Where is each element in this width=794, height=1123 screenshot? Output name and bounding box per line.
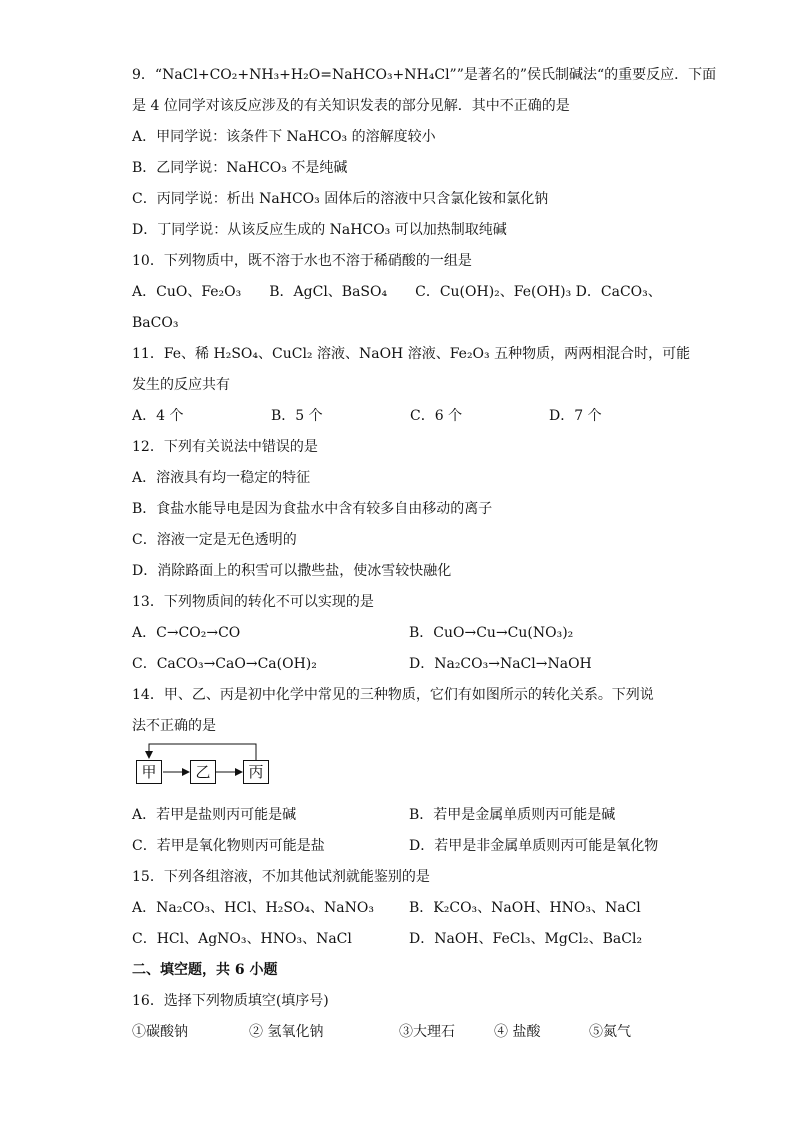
q16-item-4: ④ 盐酸 xyxy=(494,1024,541,1040)
q15-option-b: B．K₂CO₃、NaOH、HNO₃、NaCl xyxy=(409,900,641,916)
q12-option-d: D．消除路面上的积雪可以撒些盐，使冰雪较快融化 xyxy=(132,563,452,579)
q11-stem-line1: 11．Fe、稀 H₂SO₄、CuCl₂ 溶液、NaOH 溶液、Fe₂O₃ 五种物质，两两相混合时，可能 xyxy=(132,346,691,362)
q11-options xyxy=(132,401,698,432)
q9-option-a: A．甲同学说：该条件下 NaHCO₃ 的溶解度较小 xyxy=(132,129,436,145)
q16-item-1: ①碳酸钠 xyxy=(132,1024,188,1040)
q9-stem-line2: 是 4 位同学对该反应涉及的有关知识发表的部分见解．其中不正确的是 xyxy=(132,98,570,114)
q16-stem: 16．选择下列物质填空(填序号) xyxy=(132,993,329,1009)
q13-option-a: A．C→CO₂→CO xyxy=(132,625,241,641)
q14-options-row1 xyxy=(132,800,698,831)
q14-stem-line2: 法不正确的是 xyxy=(132,718,216,734)
section-heading-fill-in: 二、填空题，共 6 小题 xyxy=(132,962,278,978)
q13-option-b: B．CuO→Cu→Cu(NO₃)₂ xyxy=(409,625,574,641)
q10-options: A．CuO、Fe₂O₃ B．AgCl、BaSO₄ C．Cu(OH)₂、Fe(OH)₃ D．CaCO₃、 xyxy=(132,284,662,300)
q11-option-a: A．4 个 xyxy=(132,408,184,424)
q13-stem: 13．下列物质间的转化不可以实现的是 xyxy=(132,594,374,610)
q14-conversion-diagram xyxy=(136,742,698,792)
q14-option-a: A．若甲是盐则丙可能是碱 xyxy=(132,807,297,823)
q9-option-c: C．丙同学说：析出 NaHCO₃ 固体后的溶液中只含氯化铵和氯化钠 xyxy=(132,191,549,207)
diagram-box-yi: 乙 xyxy=(190,760,216,784)
q11-option-b: B．5 个 xyxy=(271,408,323,424)
q13-options-row2 xyxy=(132,649,698,680)
arrow-bing-to-jia xyxy=(149,744,256,760)
q15-option-a: A．Na₂CO₃、HCl、H₂SO₄、NaNO₃ xyxy=(132,900,374,916)
q14-option-b: B．若甲是金属单质则丙可能是碱 xyxy=(409,807,616,823)
q15-options-row2 xyxy=(132,924,698,955)
q9-stem-line1: 9．“NaCl+CO₂+NH₃+H₂O=NaHCO₃+NH₄Cl””是著名的”侯氏制碱法“的重要反应．下面 xyxy=(132,67,717,83)
q14-options-row2 xyxy=(132,831,698,862)
q10-options-continued: BaCO₃ xyxy=(132,315,179,331)
q14-option-d: D．若甲是非金属单质则丙可能是氧化物 xyxy=(409,838,659,854)
q16-item-3: ③大理石 xyxy=(399,1024,455,1040)
q11-option-c: C．6 个 xyxy=(410,408,463,424)
q12-option-a: A．溶液具有均一稳定的特征 xyxy=(132,470,311,486)
q15-option-c: C．HCl、AgNO₃、HNO₃、NaCl xyxy=(132,931,352,947)
q9-option-d: D．丁同学说：从该反应生成的 NaHCO₃ 可以加热制取纯碱 xyxy=(132,222,507,238)
q15-option-d: D．NaOH、FeCl₃、MgCl₂、BaCl₂ xyxy=(409,931,643,947)
q11-option-d: D．7 个 xyxy=(549,408,602,424)
q12-option-c: C．溶液一定是无色透明的 xyxy=(132,532,297,548)
q15-options-row1 xyxy=(132,893,698,924)
diagram-box-jia: 甲 xyxy=(136,760,162,784)
q9-option-b: B．乙同学说：NaHCO₃ 不是纯碱 xyxy=(132,160,348,176)
q13-options-row1 xyxy=(132,618,698,649)
q16-item-5: ⑤氮气 xyxy=(589,1024,631,1040)
diagram-box-bing: 丙 xyxy=(243,760,269,784)
q10-stem: 10．下列物质中，既不溶于水也不溶于稀硝酸的一组是 xyxy=(132,253,472,269)
q12-stem: 12．下列有关说法中错误的是 xyxy=(132,439,318,455)
q14-stem-line1: 14．甲、乙、丙是初中化学中常见的三种物质，它们有如图所示的转化关系。下列说 xyxy=(132,687,654,703)
q13-option-d: D．Na₂CO₃→NaCl→NaOH xyxy=(409,656,592,672)
q16-item-2: ② 氢氧化钠 xyxy=(249,1024,324,1040)
q14-option-c: C．若甲是氧化物则丙可能是盐 xyxy=(132,838,325,854)
q12-option-b: B．食盐水能导电是因为食盐水中含有较多自由移动的离子 xyxy=(132,501,493,517)
q13-option-c: C．CaCO₃→CaO→Ca(OH)₂ xyxy=(132,656,317,672)
q11-stem-line2: 发生的反应共有 xyxy=(132,377,230,393)
q15-stem: 15．下列各组溶液，不加其他试剂就能鉴别的是 xyxy=(132,869,430,885)
q16-items xyxy=(132,1017,698,1048)
